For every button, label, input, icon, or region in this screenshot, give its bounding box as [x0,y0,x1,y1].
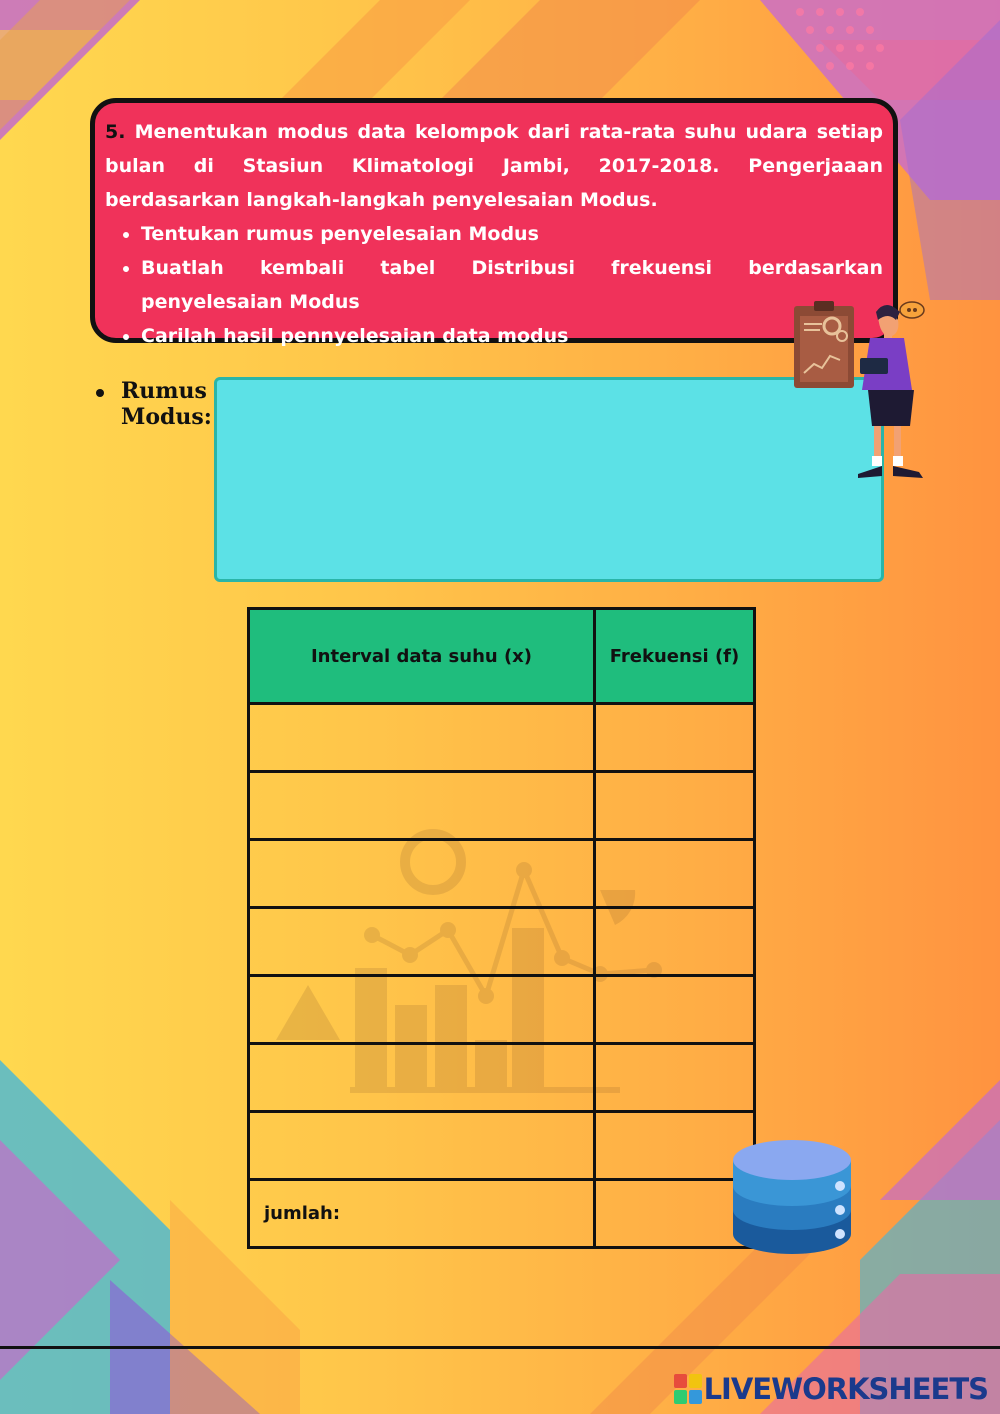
rumus-modus-label [96,378,211,430]
bullet-icon [96,389,104,397]
frequency-cell-input[interactable] [595,704,755,772]
frequency-cell-input[interactable] [595,908,755,976]
task-instruction-box [90,98,898,347]
interval-cell-input[interactable] [249,908,595,976]
task-intro [105,115,883,217]
frequency-column-header: Frekuensi (f) [595,609,755,704]
total-label: jumlah: [249,1180,595,1248]
interval-cell-input[interactable] [249,1044,595,1112]
rumus-modus-text: Rumus Modus: [121,378,212,430]
total-row [249,1180,755,1248]
frequency-cell-input[interactable] [595,772,755,840]
interval-cell-input[interactable] [249,840,595,908]
task-intro-text: Menentukan modus data kelompok dari rata-rata suhu udara setiap bulan di Stasiun Klimatologi Jambi, 2017-2018. Pengerjaaan berdasarkan langkah-langkah penyelesaian Modus. [105,121,883,211]
table-row [249,976,755,1044]
frequency-cell-input[interactable] [595,976,755,1044]
database-icon [730,1134,855,1259]
interval-cell-input[interactable] [249,772,595,840]
footer-brand [674,1372,988,1406]
table-row [249,704,755,772]
table-row [249,1044,755,1112]
table-row [249,840,755,908]
table-header-row [249,609,755,704]
task-step: • Tentukan rumus penyelesaian Modus [141,217,883,251]
teacher-illustration-icon [790,298,930,483]
interval-cell-input[interactable] [249,704,595,772]
footer-divider [0,1346,1000,1349]
task-number: 5. [105,121,126,143]
table-row [249,772,755,840]
table-row [249,1112,755,1180]
task-step: • Buatlah kembali tabel Distribusi frekuensi berdasarkan penyelesaian Modus [141,251,883,319]
interval-column-header: Interval data suhu (x) [249,609,595,704]
rumus-answer-input[interactable] [214,377,884,582]
liveworksheets-brand-text[interactable]: LIVEWORKSHEETS [703,1372,988,1406]
interval-cell-input[interactable] [249,1112,595,1180]
interval-cell-input[interactable] [249,976,595,1044]
task-steps-list [105,217,883,353]
frequency-cell-input[interactable] [595,840,755,908]
frequency-cell-input[interactable] [595,1044,755,1112]
frequency-distribution-table [247,607,756,1249]
table-row [249,908,755,976]
task-step: • Carilah hasil pennyelesaian data modus [141,319,883,353]
liveworksheets-logo-icon [674,1374,702,1404]
